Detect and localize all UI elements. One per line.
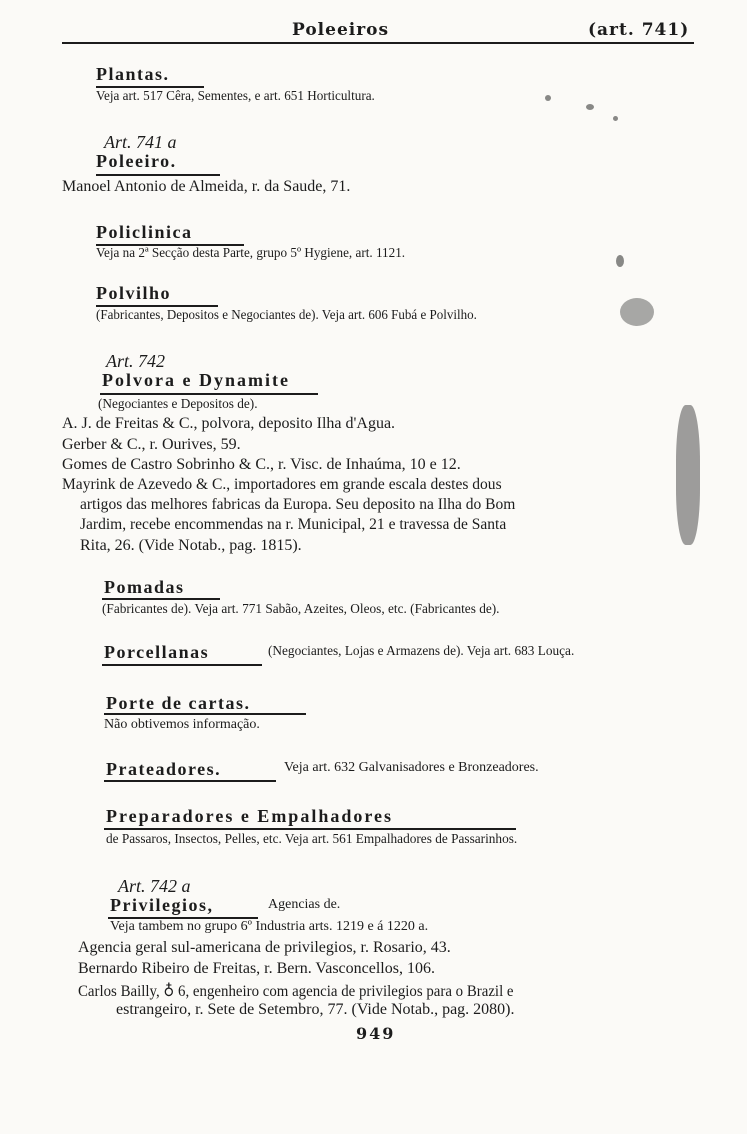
text-privilegios-sub: Veja tambem no grupo 6º Industria arts. 1219 e á 1220 a. — [110, 919, 429, 934]
heading-preparadores: Preparadores e Empalhadores — [106, 806, 393, 826]
ink-stain — [676, 405, 700, 545]
text-polvora-sub: (Negociantes e Depositos de). — [98, 397, 258, 412]
heading-porte: Porte de cartas. — [106, 693, 251, 713]
text-porcellanas: (Negociantes, Lojas e Armazens de). Veja art. 683 Louça. — [268, 644, 575, 659]
text-prateadores: Veja art. 632 Galvanisadores e Bronzeadores. — [284, 760, 539, 775]
heading-privilegios: Privilegios, — [110, 895, 214, 915]
heading-poleeiro: Poleeiro. — [96, 151, 177, 171]
heading-underline — [96, 305, 218, 307]
list-item: Carlos Bailly, ♁ 6, engenheiro com agencia de privilegios para o Brazil e — [78, 983, 514, 1000]
text-plantas: Veja art. 517 Cêra, Sementes, e art. 651 Horticultura. — [96, 89, 375, 104]
text-pomadas: (Fabricantes de). Veja art. 771 Sabão, Azeites, Oleos, etc. (Fabricantes de). — [102, 602, 500, 617]
page-number: 949 — [356, 1024, 396, 1043]
heading-underline — [96, 86, 204, 88]
heading-underline — [102, 664, 262, 666]
list-item: artigos das melhores fabricas da Europa. Seu deposito na Ilha do Bom — [80, 496, 516, 513]
heading-polvora: Polvora e Dynamite — [102, 370, 290, 390]
list-item: Mayrink de Azevedo & C., importadores em grande escala destes dous — [62, 476, 502, 493]
article-label-742a: Art. 742 a — [118, 876, 191, 896]
heading-underline — [102, 598, 220, 600]
text-porte: Não obtivemos informação. — [104, 717, 260, 732]
article-label-741a: Art. 741 a — [104, 132, 177, 152]
heading-policlinica: Policlinica — [96, 222, 193, 242]
heading-underline — [100, 393, 318, 395]
running-head-title: Poleeiros — [292, 20, 390, 40]
heading-underline — [104, 780, 276, 782]
text-privilegios-suffix: Agencias de. — [268, 897, 341, 912]
heading-prateadores: Prateadores. — [106, 759, 222, 779]
list-item: A. J. de Freitas & C., polvora, deposito Ilha d'Agua. — [62, 415, 396, 432]
text-polvilho: (Fabricantes, Depositos e Negociantes de). Veja art. 606 Fubá e Polvilho. — [96, 308, 477, 323]
heading-plantas: Plantas. — [96, 64, 170, 84]
ink-speck — [613, 116, 618, 121]
heading-underline — [104, 828, 516, 830]
list-item: estrangeiro, r. Sete de Setembro, 77. (Vide Notab., pag. 2080). — [116, 1001, 515, 1018]
heading-underline — [104, 713, 306, 715]
heading-porcellanas: Porcellanas — [104, 642, 210, 662]
heading-polvilho: Polvilho — [96, 283, 172, 303]
list-item: Gomes de Castro Sobrinho & C., r. Visc. de Inhaúma, 10 e 12. — [62, 456, 461, 473]
text-poleeiro: Manoel Antonio de Almeida, r. da Saude, 71. — [62, 178, 351, 195]
heading-underline — [96, 174, 220, 176]
ink-speck — [586, 104, 594, 110]
list-item: Gerber & C., r. Ourives, 59. — [62, 436, 241, 453]
list-item: Bernardo Ribeiro de Freitas, r. Bern. Vasconcellos, 106. — [78, 960, 435, 977]
heading-pomadas: Pomadas — [104, 577, 185, 597]
text-policlinica: Veja na 2ª Secção desta Parte, grupo 5º Hygiene, art. 1121. — [96, 246, 406, 261]
article-label-742: Art. 742 — [106, 351, 166, 371]
ink-stain — [620, 298, 654, 326]
ink-speck — [616, 255, 624, 267]
list-item: Agencia geral sul-americana de privilegios, r. Rosario, 43. — [78, 939, 451, 956]
list-item: Jardim, recebe encommendas na r. Municipal, 21 e travessa de Santa — [80, 516, 507, 533]
list-item: Rita, 26. (Vide Notab., pag. 1815). — [80, 537, 302, 554]
running-head-article: (art. 741) — [588, 20, 690, 40]
header-rule — [62, 42, 694, 44]
ink-speck — [545, 95, 551, 101]
text-preparadores: de Passaros, Insectos, Pelles, etc. Veja art. 561 Empalhadores de Passarinhos. — [106, 832, 518, 847]
